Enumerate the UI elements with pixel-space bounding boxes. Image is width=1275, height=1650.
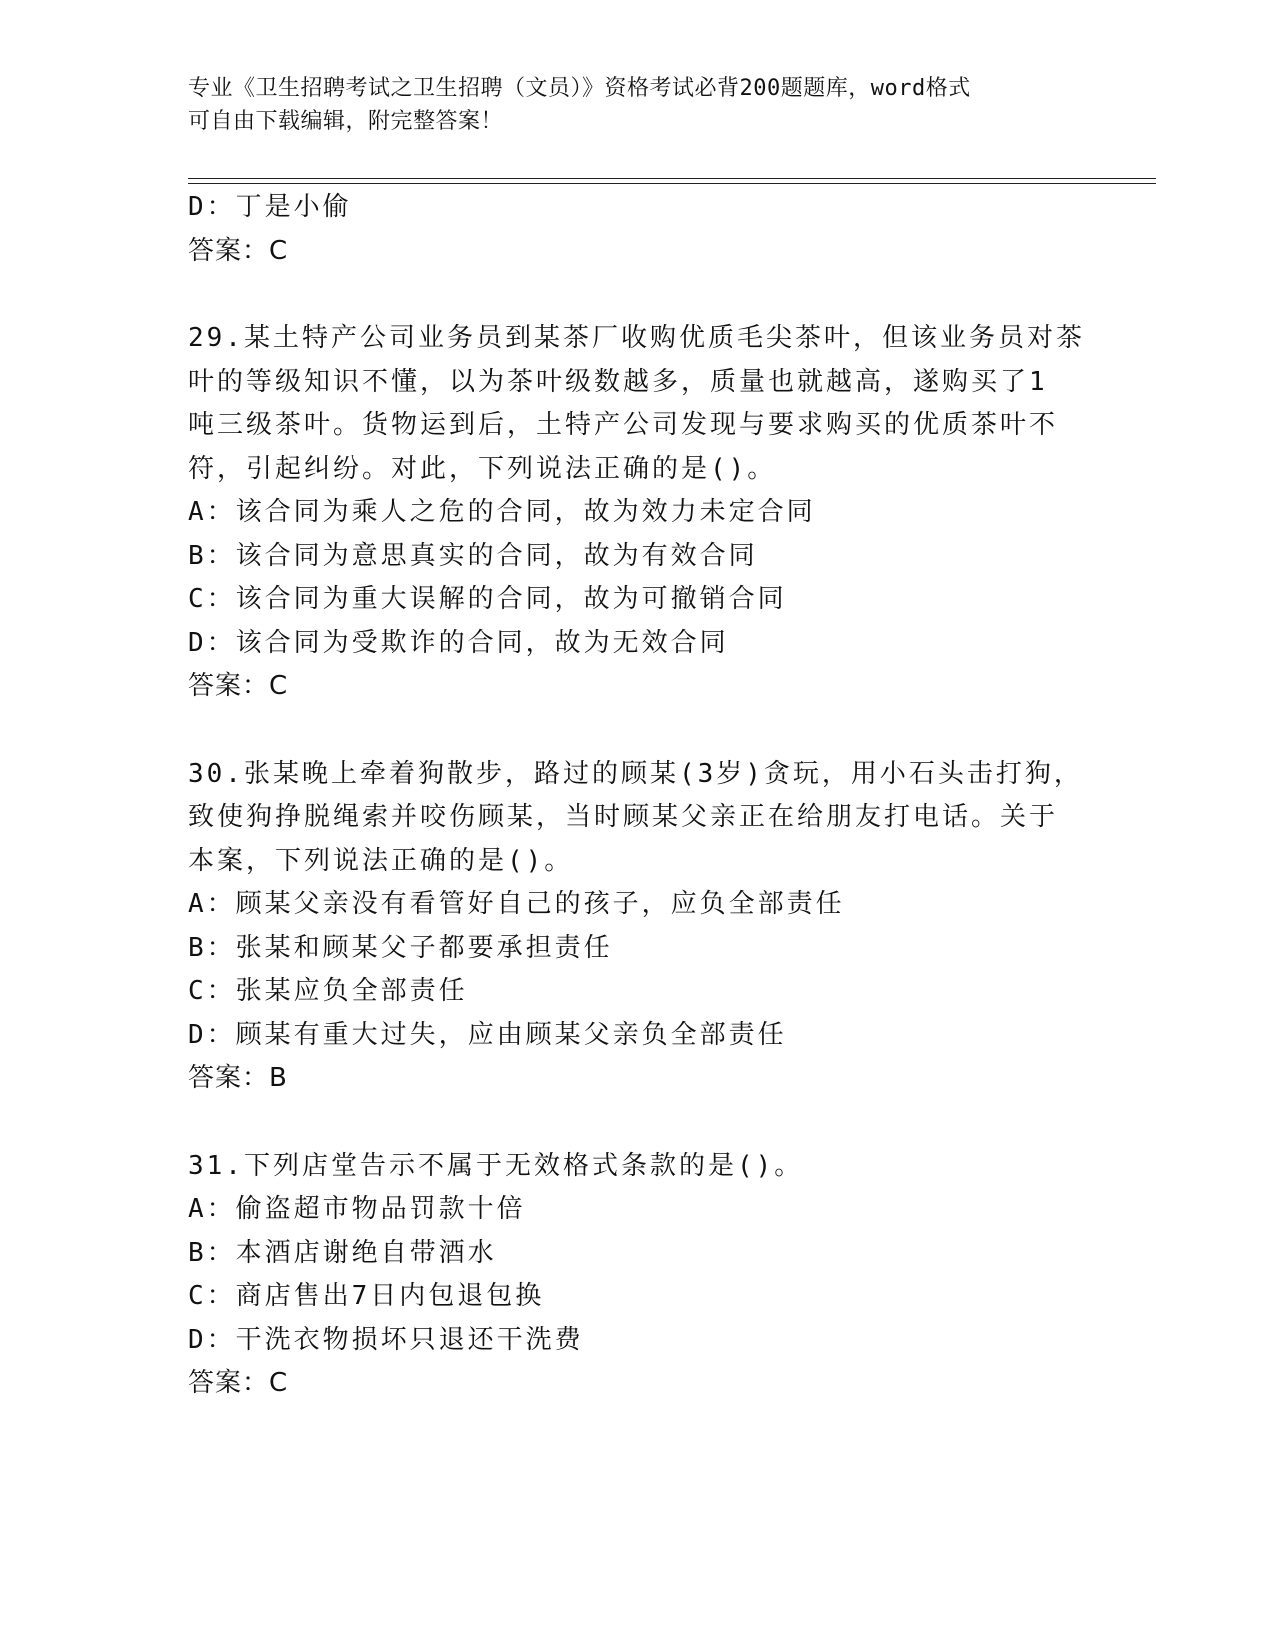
document-header (188, 72, 1088, 138)
q31-option-c: C：商店售出7日内包退包换 (188, 1281, 545, 1311)
header-line-2: 可自由下载编辑，附完整答案！ (188, 109, 504, 134)
q29-stem-line-2: 叶的等级知识不懂，以为茶叶级数越多，质量也就越高，遂购买了1 (188, 367, 1048, 397)
header-divider-top (188, 178, 1156, 179)
q29-answer: 答案：C (188, 671, 289, 701)
q30-stem-line-2: 致使狗挣脱绳索并咬伤顾某，当时顾某父亲正在给朋友打电话。关于 (188, 802, 1059, 832)
q29-option-c: C：该合同为重大误解的合同，故为可撤销合同 (188, 584, 787, 614)
header-line-1: 专业《卫生招聘考试之卫生招聘（文员）》资格考试必背200题题库，word格式 (188, 76, 971, 101)
q29-stem-line-3: 吨三级茶叶。货物运到后，土特产公司发现与要求购买的优质茶叶不 (188, 410, 1059, 440)
q30-option-a: A：顾某父亲没有看管好自己的孩子，应负全部责任 (188, 889, 845, 919)
prev-option-d: D：丁是小偷 (188, 192, 352, 222)
q30-stem-line-1: 30.张某晚上牵着狗散步，路过的顾某(3岁)贪玩，用小石头击打狗， (188, 759, 1083, 789)
q30-option-d: D：顾某有重大过失，应由顾某父亲负全部责任 (188, 1020, 787, 1050)
q31-option-a: A：偷盗超市物品罚款十倍 (188, 1194, 526, 1224)
q30-stem-line-3: 本案，下列说法正确的是()。 (188, 846, 574, 876)
prev-answer: 答案：C (188, 236, 289, 266)
q31-stem-line-1: 31.下列店堂告示不属于无效格式条款的是()。 (188, 1151, 804, 1181)
q30-answer: 答案：B (188, 1063, 288, 1093)
q29-option-d: D：该合同为受欺诈的合同，故为无效合同 (188, 628, 729, 658)
q29-stem-line-4: 符，引起纠纷。对此，下列说法正确的是()。 (188, 454, 777, 484)
q31-answer: 答案：C (188, 1368, 289, 1398)
q30-option-c: C：张某应负全部责任 (188, 976, 468, 1006)
q31-option-d: D：干洗衣物损坏只退还干洗费 (188, 1325, 584, 1355)
q29-stem-line-1: 29.某土特产公司业务员到某茶厂收购优质毛尖茶叶，但该业务员对茶 (188, 323, 1085, 353)
q31-option-b: B：本酒店谢绝自带酒水 (188, 1238, 497, 1268)
q30-option-b: B：张某和顾某父子都要承担责任 (188, 933, 613, 963)
header-divider-bottom (188, 183, 1156, 184)
q29-option-a: A：该合同为乘人之危的合同，故为效力未定合同 (188, 497, 816, 527)
q29-option-b: B：该合同为意思真实的合同，故为有效合同 (188, 541, 758, 571)
